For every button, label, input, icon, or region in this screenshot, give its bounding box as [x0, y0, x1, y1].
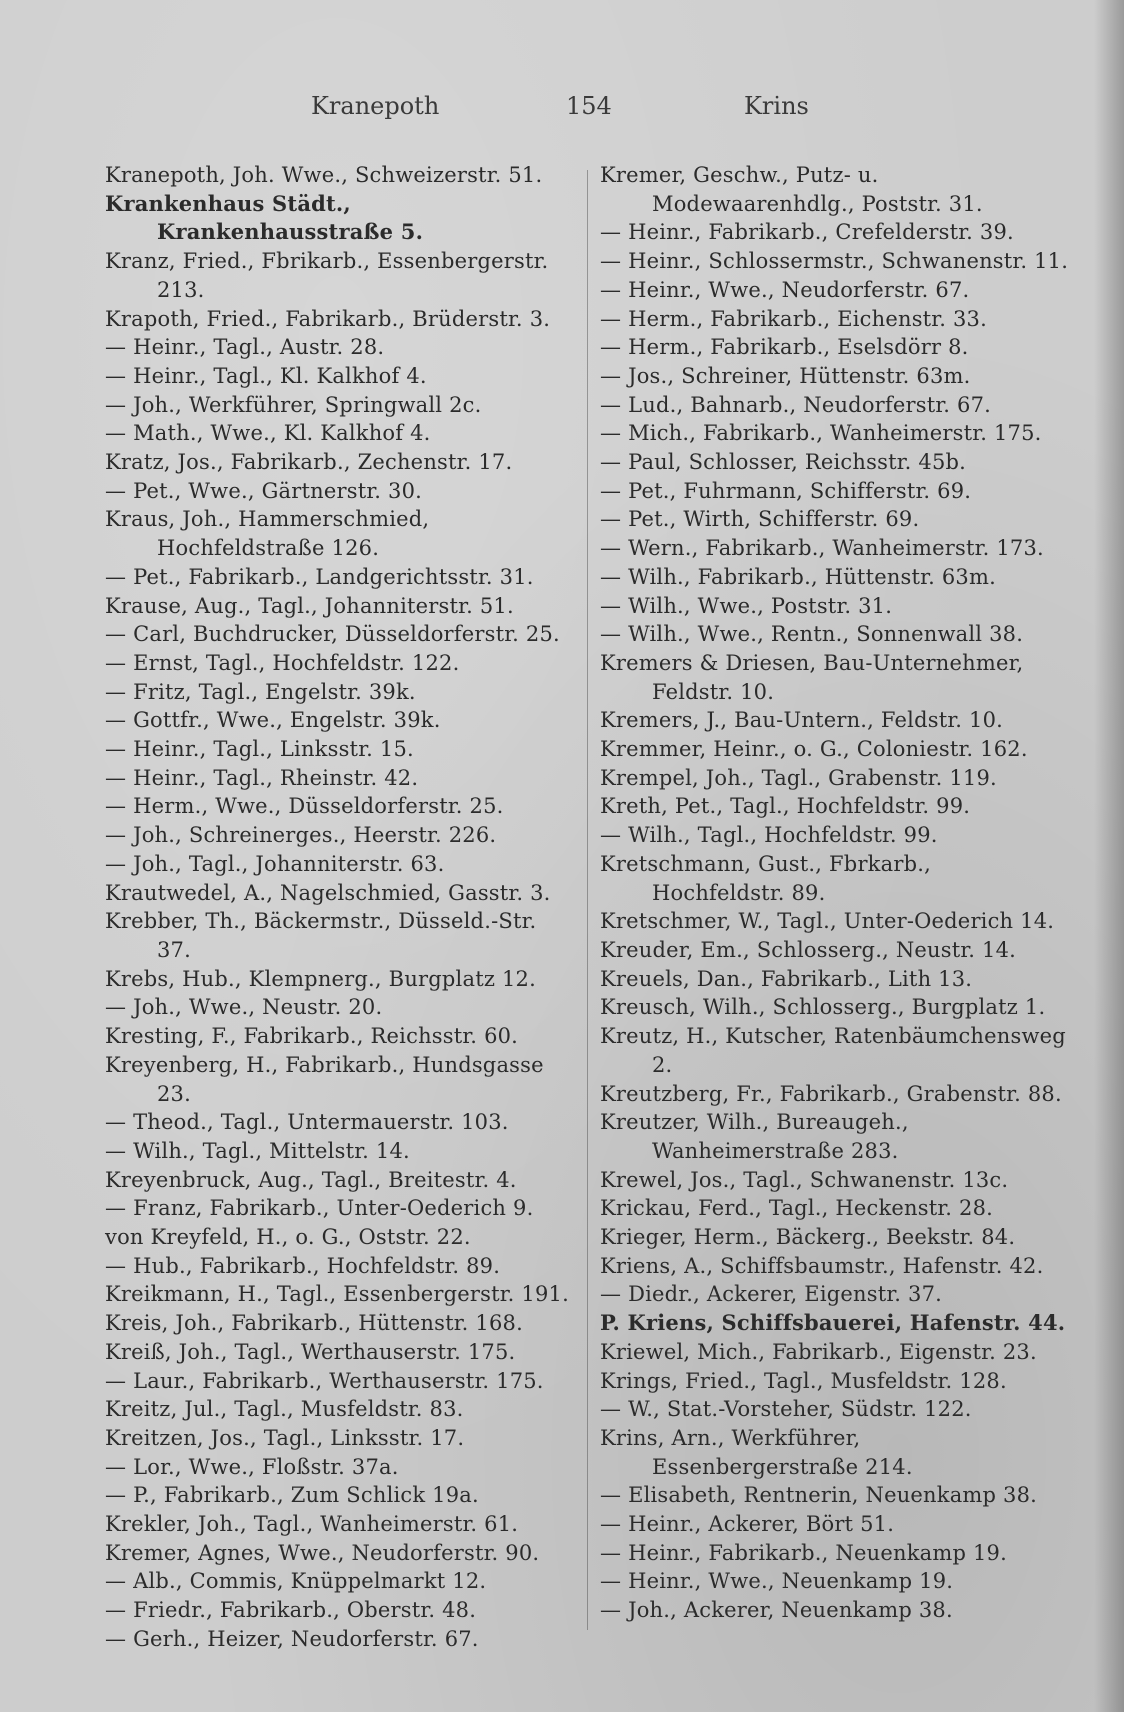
directory-entry: Kreth, Pet., Tagl., Hochfeldstr. 99. [600, 794, 971, 819]
column-divider [587, 170, 588, 1630]
directory-entry: — Elisabeth, Rentnerin, Neuenkamp 38. [600, 1483, 1038, 1508]
directory-entry: P. Kriens, Schiffsbauerei, Hafenstr. 44. [600, 1310, 1066, 1336]
directory-entry: Kremers & Driesen, Bau-Unternehmer, Feldstr. 10. [600, 650, 1024, 704]
directory-entry: — Pet., Fabrikarb., Landgerichtsstr. 31. [105, 564, 534, 589]
directory-entry: Kreuels, Dan., Fabrikarb., Lith 13. [600, 966, 973, 991]
directory-entry: — Wern., Fabrikarb., Wanheimerstr. 173. [600, 536, 1044, 561]
directory-entry: — Carl, Buchdrucker, Düsseldorferstr. 25. [105, 622, 560, 647]
directory-entry: von Kreyfeld, H., o. G., Oststr. 22. [105, 1225, 471, 1250]
directory-entry: — Friedr., Fabrikarb., Oberstr. 48. [105, 1598, 477, 1623]
directory-entry: — Heinr., Fabrikarb., Neuenkamp 19. [600, 1540, 1007, 1565]
directory-entry: — Wilh., Fabrikarb., Hüttenstr. 63m. [600, 564, 996, 589]
right-column [600, 161, 1070, 1625]
directory-entry: — Wilh., Tagl., Hochfeldstr. 99. [600, 823, 938, 848]
directory-entry: — Joh., Tagl., Johanniterstr. 63. [105, 851, 445, 876]
directory-entry: — W., Stat.-Vorsteher, Südstr. 122. [600, 1397, 972, 1422]
left-column [105, 161, 575, 1654]
directory-entry: Kreis, Joh., Fabrikarb., Hüttenstr. 168. [105, 1311, 523, 1336]
directory-entry: Kranz, Fried., Fbrikarb., Essenbergerstr. 213. [105, 249, 549, 302]
directory-entry: Krempel, Joh., Tagl., Grabenstr. 119. [600, 765, 997, 790]
directory-entry: — Heinr., Tagl., Linksstr. 15. [105, 737, 414, 762]
directory-entry: Krekler, Joh., Tagl., Wanheimerstr. 61. [105, 1512, 519, 1537]
directory-entry: — Pet., Wirth, Schifferstr. 69. [600, 507, 920, 532]
directory-entry: — Lor., Wwe., Floßstr. 37a. [105, 1454, 399, 1479]
directory-entry: Krebs, Hub., Klempnerg., Burgplatz 12. [105, 966, 536, 991]
directory-entry: Kriens, A., Schiffsbaumstr., Hafenstr. 42. [600, 1253, 1044, 1278]
page-number: 154 [566, 92, 612, 120]
directory-entry: Kriewel, Mich., Fabrikarb., Eigenstr. 23. [600, 1339, 1037, 1364]
directory-entry: Kresting, F., Fabrikarb., Reichsstr. 60. [105, 1024, 519, 1049]
directory-entry: Kreiß, Joh., Tagl., Werthauserstr. 175. [105, 1339, 516, 1364]
directory-entry: Krause, Aug., Tagl., Johanniterstr. 51. [105, 593, 514, 618]
directory-entry: — Heinr., Wwe., Neuenkamp 19. [600, 1569, 954, 1594]
directory-entry: — Franz, Fabrikarb., Unter-Oederich 9. [105, 1196, 534, 1221]
directory-entry: Kreutz, H., Kutscher, Ratenbäumchensweg 2. [600, 1024, 1066, 1077]
directory-entry: Krickau, Ferd., Tagl., Heckenstr. 28. [600, 1196, 994, 1221]
directory-entry: Kremer, Geschw., Putz- u. Modewaarenhdlg., Poststr. 31. [600, 163, 983, 216]
directory-entry: Kreyenbruck, Aug., Tagl., Breitestr. 4. [105, 1167, 517, 1192]
directory-entry: Kremers, J., Bau-Untern., Feldstr. 10. [600, 708, 1004, 733]
directory-entry: — Heinr., Fabrikarb., Crefelderstr. 39. [600, 220, 1014, 245]
directory-entry: — Diedr., Ackerer, Eigenstr. 37. [600, 1282, 943, 1307]
directory-entry: — Gerh., Heizer, Neudorferstr. 67. [105, 1626, 479, 1651]
directory-entry: — Hub., Fabrikarb., Hochfeldstr. 89. [105, 1253, 501, 1278]
directory-entry: — Heinr., Ackerer, Bört 51. [600, 1512, 895, 1537]
directory-entry: — Herm., Fabrikarb., Eichenstr. 33. [600, 306, 987, 331]
directory-entry: Krankenhaus Städt., Krankenhausstraße 5. [105, 190, 424, 245]
directory-entry: — Theod., Tagl., Untermauerstr. 103. [105, 1110, 509, 1135]
directory-entry: — Wilh., Tagl., Mittelstr. 14. [105, 1138, 410, 1163]
directory-entry: — Pet., Wwe., Gärtnerstr. 30. [105, 478, 423, 503]
directory-entry: — P., Fabrikarb., Zum Schlick 19a. [105, 1483, 479, 1508]
directory-entry: — Joh., Werkführer, Springwall 2c. [105, 392, 482, 417]
directory-entry: Kreitzen, Jos., Tagl., Linksstr. 17. [105, 1425, 465, 1450]
directory-entry: — Heinr., Tagl., Kl. Kalkhof 4. [105, 363, 427, 388]
directory-entry: Kremmer, Heinr., o. G., Coloniestr. 162. [600, 737, 1028, 762]
directory-entry: Kranepoth, Joh. Wwe., Schweizerstr. 51. [105, 163, 543, 187]
directory-entry: — Paul, Schlosser, Reichsstr. 45b. [600, 450, 967, 475]
directory-entry: — Fritz, Tagl., Engelstr. 39k. [105, 679, 416, 704]
directory-entry: Kreyenberg, H., Fabrikarb., Hundsgasse 23. [105, 1052, 544, 1106]
directory-entry: — Laur., Fabrikarb., Werthauserstr. 175. [105, 1368, 544, 1393]
directory-entry: — Joh., Wwe., Neustr. 20. [105, 995, 383, 1020]
directory-entry: Krins, Arn., Werkführer, Essenbergerstraße 214. [600, 1425, 913, 1479]
directory-entry: Krings, Fried., Tagl., Musfeldstr. 128. [600, 1368, 1007, 1393]
header-right-word: Krins [744, 92, 809, 120]
directory-entry: Kreikmann, H., Tagl., Essenbergerstr. 191. [105, 1282, 569, 1307]
directory-entry: — Jos., Schreiner, Hüttenstr. 63m. [600, 363, 971, 388]
directory-entry: — Alb., Commis, Knüppelmarkt 12. [105, 1569, 487, 1594]
page-edge-shadow [1094, 0, 1124, 1712]
directory-entry: — Wilh., Wwe., Rentn., Sonnenwall 38. [600, 622, 1024, 647]
directory-entry: Kretschmann, Gust., Fbrkarb., Hochfeldstr. 89. [600, 851, 931, 905]
directory-entry: — Wilh., Wwe., Poststr. 31. [600, 593, 893, 618]
directory-entry: — Herm., Fabrikarb., Eselsdörr 8. [600, 335, 969, 360]
directory-entry: Krieger, Herm., Bäckerg., Beekstr. 84. [600, 1225, 1016, 1250]
directory-entry: — Heinr., Wwe., Neudorferstr. 67. [600, 277, 970, 302]
directory-entry: Kraus, Joh., Hammerschmied, Hochfeldstraße 126. [105, 507, 430, 561]
directory-entry: — Heinr., Tagl., Rheinstr. 42. [105, 765, 419, 790]
header-left-word: Kranepoth [311, 92, 440, 120]
directory-entry: Kretschmer, W., Tagl., Unter-Oederich 14. [600, 909, 1055, 934]
directory-entry: Kremer, Agnes, Wwe., Neudorferstr. 90. [105, 1540, 540, 1565]
directory-entry: — Pet., Fuhrmann, Schifferstr. 69. [600, 478, 972, 503]
directory-entry: Kreutzberg, Fr., Fabrikarb., Grabenstr. 88. [600, 1081, 1062, 1106]
directory-entry: Kreutzer, Wilh., Bureaugeh., Wanheimerstraße 283. [600, 1110, 909, 1163]
directory-entry: Krapoth, Fried., Fabrikarb., Brüderstr. 3. [105, 306, 551, 331]
directory-entry: — Lud., Bahnarb., Neudorferstr. 67. [600, 392, 992, 417]
directory-entry: Kreusch, Wilh., Schlosserg., Burgplatz 1. [600, 995, 1046, 1020]
directory-entry: — Heinr., Schlossermstr., Schwanenstr. 11. [600, 249, 1069, 274]
directory-entry: — Joh., Schreinerges., Heerstr. 226. [105, 823, 497, 848]
directory-entry: — Joh., Ackerer, Neuenkamp 38. [600, 1598, 953, 1623]
directory-entry: Kreitz, Jul., Tagl., Musfeldstr. 83. [105, 1397, 464, 1422]
directory-entry: — Math., Wwe., Kl. Kalkhof 4. [105, 421, 431, 446]
directory-entry: Kratz, Jos., Fabrikarb., Zechenstr. 17. [105, 450, 513, 475]
directory-entry: Krewel, Jos., Tagl., Schwanenstr. 13c. [600, 1167, 1009, 1192]
directory-entry: — Mich., Fabrikarb., Wanheimerstr. 175. [600, 421, 1042, 446]
page-header [0, 92, 1124, 132]
directory-entry: — Ernst, Tagl., Hochfeldstr. 122. [105, 650, 460, 675]
directory-entry: — Herm., Wwe., Düsseldorferstr. 25. [105, 794, 504, 819]
directory-entry: — Gottfr., Wwe., Engelstr. 39k. [105, 708, 441, 733]
directory-entry: — Heinr., Tagl., Austr. 28. [105, 335, 385, 360]
directory-entry: Krautwedel, A., Nagelschmied, Gasstr. 3. [105, 880, 551, 905]
directory-entry: Krebber, Th., Bäckermstr., Düsseld.-Str. 37. [105, 909, 537, 962]
directory-entry: Kreuder, Em., Schlosserg., Neustr. 14. [600, 937, 1017, 962]
